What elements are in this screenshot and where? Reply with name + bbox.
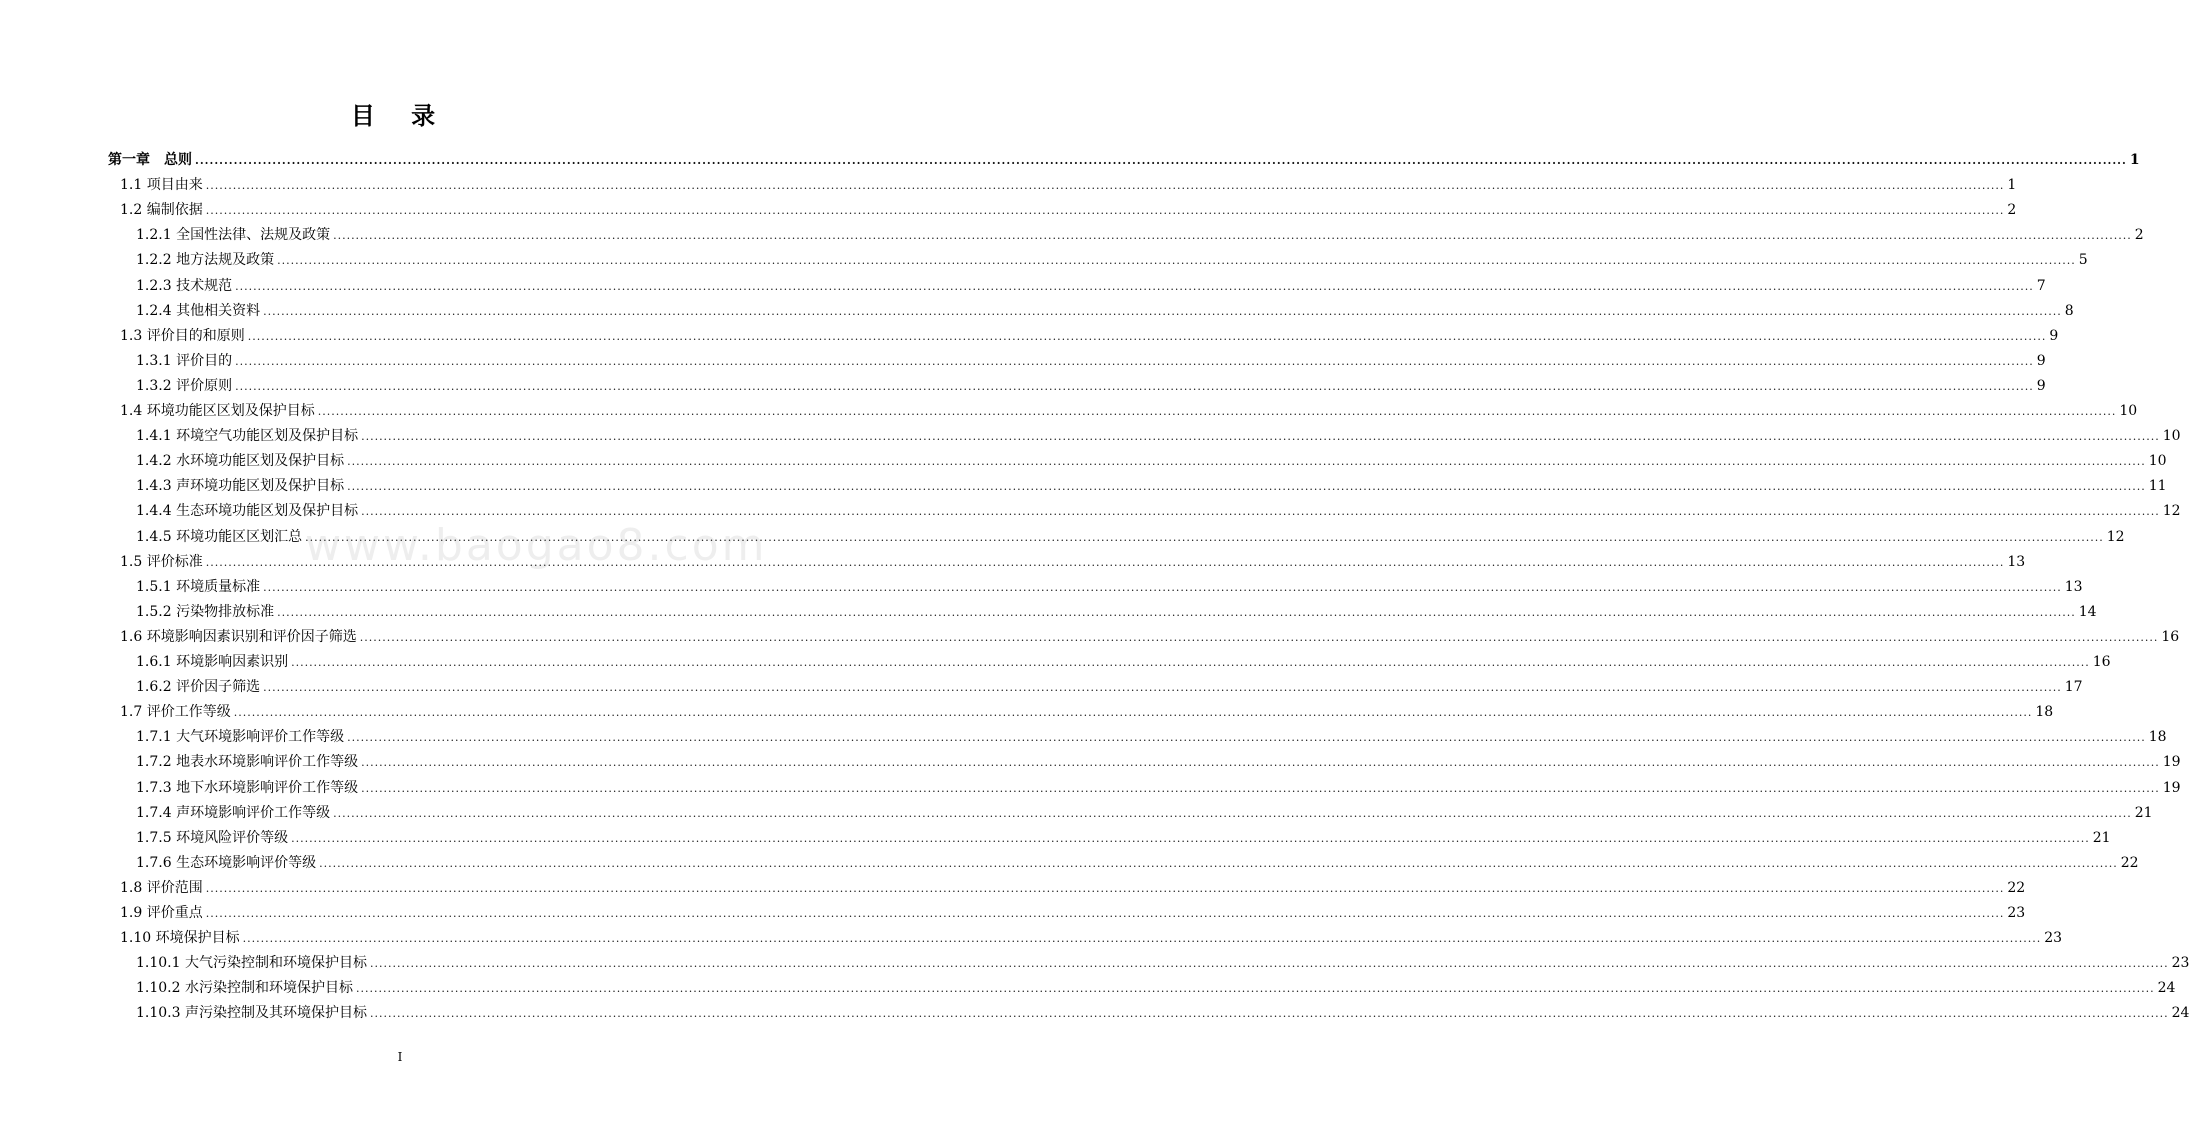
toc-entry-label: 1.10.3 声污染控制及其环境保护目标	[136, 1005, 367, 1022]
toc-entry-label: 1.3.1 评价目的	[136, 352, 233, 369]
toc-entry-label: 1.3 评价目的和原则	[120, 327, 245, 344]
toc-leader-dots: ................................................................................................................................................................................................................................................................................................................................................................................................................	[361, 430, 2160, 444]
toc-entry-label: 1.6.1 环境影响因素识别	[136, 654, 289, 670]
toc-leader-dots: ................................................................................................................................................................................................................................................................................................................................................................................................................	[235, 279, 2034, 293]
toc-entry-label: 1.7 评价工作等级	[120, 704, 231, 721]
toc-entry-page-number: 10	[2119, 403, 2138, 419]
toc-entry-label: 1.4.2 水环境功能区划及保护目标	[136, 453, 345, 470]
toc-entry-label: 1.4.3 声环境功能区划及保护目标	[136, 478, 345, 495]
toc-entry-label: 1.5.2 污染物排放标准	[136, 603, 275, 620]
toc-leader-dots: ................................................................................................................................................................................................................................................................................................................................................................................................................	[242, 932, 2042, 946]
toc-entry-page-number: 13	[2064, 578, 2083, 595]
toc-entry-label: 1.4.5 环境功能区区划汇总	[136, 528, 303, 545]
toc-entry-page-number: 9	[2036, 352, 2046, 369]
toc-leader-dots: ................................................................................................................................................................................................................................................................................................................................................................................................................	[235, 379, 2034, 393]
toc-leader-dots: ................................................................................................................................................................................................................................................................................................................................................................................................................	[347, 480, 2146, 494]
toc-entry[interactable]	[136, 1001, 2189, 1026]
toc-entry[interactable]	[136, 274, 2046, 299]
toc-entry-page-number: 24	[2157, 980, 2176, 997]
watermark: www.baogao8.com	[305, 520, 768, 571]
toc-entry-label: 1.8 评价范围	[120, 879, 203, 896]
toc-entry[interactable]	[136, 374, 2046, 399]
toc-entry-page-number: 21	[2134, 804, 2153, 821]
toc-entry[interactable]	[136, 650, 2111, 675]
toc-leader-dots: ................................................................................................................................................................................................................................................................................................................................................................................................................	[205, 907, 2005, 920]
toc-entry[interactable]	[136, 725, 2167, 750]
toc-entry-page-number: 19	[2162, 754, 2181, 771]
toc-entry[interactable]	[136, 223, 2144, 248]
toc-entry-label: 1.5 评价标准	[120, 553, 203, 570]
toc-entry-page-number: 11	[2148, 478, 2167, 495]
toc-entry-label: 1.2.4 其他相关资料	[136, 302, 261, 319]
toc-entry-page-number: 12	[2106, 528, 2125, 545]
toc-entry[interactable]	[136, 801, 2153, 826]
toc-entry-label: 1.5.1 环境质量标准	[136, 578, 261, 595]
toc-entry-page-number: 21	[2092, 829, 2111, 846]
toc-entry-page-number: 23	[2007, 905, 2026, 921]
toc-entry[interactable]	[136, 474, 2167, 499]
toc-entry-label: 1.6.2 评价因子筛选	[136, 679, 261, 696]
toc-entry[interactable]	[120, 625, 2180, 650]
toc-entry-label: 第一章 总则	[108, 152, 192, 168]
toc-leader-dots: ................................................................................................................................................................................................................................................................................................................................................................................................................	[233, 706, 2033, 720]
toc-entry-label: 1.7.3 地下水环境影响评价工作等级	[136, 779, 359, 796]
toc-entry-page-number: 16	[2092, 654, 2111, 670]
toc-entry[interactable]	[136, 826, 2111, 851]
toc-entry-page-number: 9	[2036, 377, 2046, 394]
toc-entry[interactable]	[136, 449, 2167, 474]
toc-leader-dots: ................................................................................................................................................................................................................................................................................................................................................................................................................	[291, 831, 2090, 845]
toc-entry[interactable]	[136, 675, 2083, 700]
toc-entry-page-number: 9	[2049, 327, 2059, 344]
toc-entry[interactable]	[136, 575, 2083, 600]
toc-entry-label: 1.4.1 环境空气功能区划及保护目标	[136, 428, 359, 445]
toc-leader-dots: ................................................................................................................................................................................................................................................................................................................................................................................................................	[355, 982, 2155, 996]
toc-entry[interactable]	[120, 700, 2054, 725]
toc-entry[interactable]	[136, 349, 2046, 374]
toc-entry-page-number: 14	[2078, 603, 2097, 620]
toc-entry-label: 1.2.3 技术规范	[136, 277, 233, 294]
toc-entry-page-number: 8	[2064, 302, 2074, 319]
toc-entry[interactable]	[136, 951, 2189, 976]
toc-entry-label: 1.1 项目由来	[120, 177, 203, 194]
toc-leader-dots: ................................................................................................................................................................................................................................................................................................................................................................................................................	[305, 530, 2104, 544]
toc-leader-dots: ................................................................................................................................................................................................................................................................................................................................................................................................................	[319, 856, 2118, 870]
toc-leader-dots: ................................................................................................................................................................................................................................................................................................................................................................................................................	[205, 204, 2005, 218]
toc-entry-page-number: 10	[2162, 428, 2181, 445]
toc-entry-page-number: 2	[2007, 202, 2017, 219]
toc-entry-label: 1.4 环境功能区区划及保护目标	[120, 403, 315, 419]
toc-leader-dots: ................................................................................................................................................................................................................................................................................................................................................................................................................	[195, 154, 2127, 167]
toc-leader-dots: ................................................................................................................................................................................................................................................................................................................................................................................................................	[263, 681, 2062, 695]
toc-entry[interactable]	[120, 173, 2017, 198]
toc-entry-page-number: 19	[2162, 779, 2181, 796]
page-title: 目 录	[350, 101, 450, 130]
toc-entry[interactable]	[120, 876, 2026, 901]
toc-leader-dots: ................................................................................................................................................................................................................................................................................................................................................................................................................	[247, 329, 2047, 343]
toc-entry-page-number: 13	[2007, 553, 2026, 570]
toc-entry-page-number: 7	[2036, 277, 2046, 294]
toc-entry[interactable]	[136, 499, 2181, 524]
toc-entry-label: 1.10.1 大气污染控制和环境保护目标	[136, 955, 367, 972]
toc-entry-page-number: 22	[2007, 879, 2026, 896]
toc-entry-label: 1.10.2 水污染控制和环境保护目标	[136, 980, 353, 997]
toc-entry-page-number: 17	[2064, 679, 2083, 696]
toc-entry-label: 1.6 环境影响因素识别和评价因子筛选	[120, 628, 357, 645]
toc-leader-dots: ................................................................................................................................................................................................................................................................................................................................................................................................................	[347, 455, 2146, 469]
toc-entry[interactable]	[120, 324, 2059, 349]
toc-leader-dots: ................................................................................................................................................................................................................................................................................................................................................................................................................	[235, 354, 2034, 368]
toc-entry-label: 1.3.2 评价原则	[136, 377, 233, 394]
toc-leader-dots: ................................................................................................................................................................................................................................................................................................................................................................................................................	[263, 580, 2062, 594]
toc-leader-dots: ................................................................................................................................................................................................................................................................................................................................................................................................................	[205, 555, 2005, 569]
toc-entry[interactable]	[120, 901, 2026, 926]
toc-leader-dots: ................................................................................................................................................................................................................................................................................................................................................................................................................	[347, 731, 2146, 745]
toc-entry-page-number: 5	[2078, 252, 2088, 269]
toc-entry-label: 1.7.4 声环境影响评价工作等级	[136, 804, 331, 821]
toc-entry-label: 1.10 环境保护目标	[120, 930, 240, 947]
toc-entry[interactable]	[120, 198, 2017, 223]
toc-entry[interactable]	[136, 299, 2074, 324]
toc-leader-dots: ................................................................................................................................................................................................................................................................................................................................................................................................................	[369, 1007, 2169, 1021]
toc-entry-page-number: 24	[2171, 1005, 2189, 1022]
toc-entry-label: 1.7.6 生态环境影响评价等级	[136, 854, 317, 871]
toc-entry-label: 1.4.4 生态环境功能区划及保护目标	[136, 503, 359, 520]
toc-entry[interactable]	[136, 976, 2176, 1001]
toc-leader-dots: ................................................................................................................................................................................................................................................................................................................................................................................................................	[291, 656, 2090, 669]
toc-entry[interactable]	[136, 248, 2088, 273]
toc-entry-label: 1.2.1 全国性法律、法规及政策	[136, 227, 331, 244]
toc-entry-page-number: 16	[2161, 628, 2180, 645]
toc-entry-page-number: 1	[2129, 152, 2140, 168]
toc-entry-page-number: 22	[2120, 854, 2139, 871]
toc-entry-label: 1.2.2 地方法规及政策	[136, 252, 275, 269]
toc-leader-dots: ................................................................................................................................................................................................................................................................................................................................................................................................................	[333, 806, 2132, 820]
toc-entry-label: 1.7.2 地表水环境影响评价工作等级	[136, 754, 359, 771]
toc-entry[interactable]	[120, 926, 2063, 951]
page-number: I	[397, 1050, 403, 1064]
toc-entry-label: 1.2 编制依据	[120, 202, 203, 219]
toc-entry-page-number: 12	[2162, 503, 2181, 520]
toc-entry-page-number: 10	[2148, 453, 2167, 470]
toc-entry-page-number: 23	[2044, 930, 2063, 947]
toc-entry[interactable]	[136, 600, 2097, 625]
toc-entry-label: 1.7.5 环境风险评价等级	[136, 829, 289, 846]
toc-leader-dots: ................................................................................................................................................................................................................................................................................................................................................................................................................	[277, 254, 2076, 268]
toc-entry-page-number: 23	[2171, 955, 2189, 972]
toc-leader-dots: ................................................................................................................................................................................................................................................................................................................................................................................................................	[359, 630, 2159, 644]
toc-entry[interactable]	[120, 550, 2026, 575]
toc-entry[interactable]	[136, 525, 2125, 550]
toc-entry[interactable]	[120, 399, 2138, 424]
toc-entry-label: 1.9 评价重点	[120, 905, 203, 921]
toc-entry-page-number: 2	[2134, 227, 2144, 244]
toc-leader-dots: ................................................................................................................................................................................................................................................................................................................................................................................................................	[361, 756, 2160, 770]
toc-entry[interactable]	[136, 851, 2139, 876]
toc-leader-dots: ................................................................................................................................................................................................................................................................................................................................................................................................................	[361, 781, 2160, 795]
toc-entry[interactable]	[108, 148, 2140, 173]
toc-entry[interactable]	[136, 424, 2181, 449]
toc-entry-label: 1.7.1 大气环境影响评价工作等级	[136, 729, 345, 746]
toc-leader-dots: ................................................................................................................................................................................................................................................................................................................................................................................................................	[205, 179, 2005, 193]
toc-entry-page-number: 18	[2148, 729, 2167, 746]
toc-leader-dots: ................................................................................................................................................................................................................................................................................................................................................................................................................	[205, 881, 2005, 895]
toc-leader-dots: ................................................................................................................................................................................................................................................................................................................................................................................................................	[361, 505, 2160, 519]
toc-entry-page-number: 1	[2007, 177, 2017, 194]
toc-leader-dots: ................................................................................................................................................................................................................................................................................................................................................................................................................	[317, 405, 2117, 418]
toc-leader-dots: ................................................................................................................................................................................................................................................................................................................................................................................................................	[369, 957, 2169, 971]
toc-entry[interactable]	[136, 776, 2181, 801]
toc-entry[interactable]	[136, 750, 2181, 775]
toc-entry-page-number: 18	[2035, 704, 2054, 721]
toc-leader-dots: ................................................................................................................................................................................................................................................................................................................................................................................................................	[333, 229, 2132, 243]
toc-leader-dots: ................................................................................................................................................................................................................................................................................................................................................................................................................	[277, 605, 2076, 619]
toc-leader-dots: ................................................................................................................................................................................................................................................................................................................................................................................................................	[263, 304, 2062, 318]
